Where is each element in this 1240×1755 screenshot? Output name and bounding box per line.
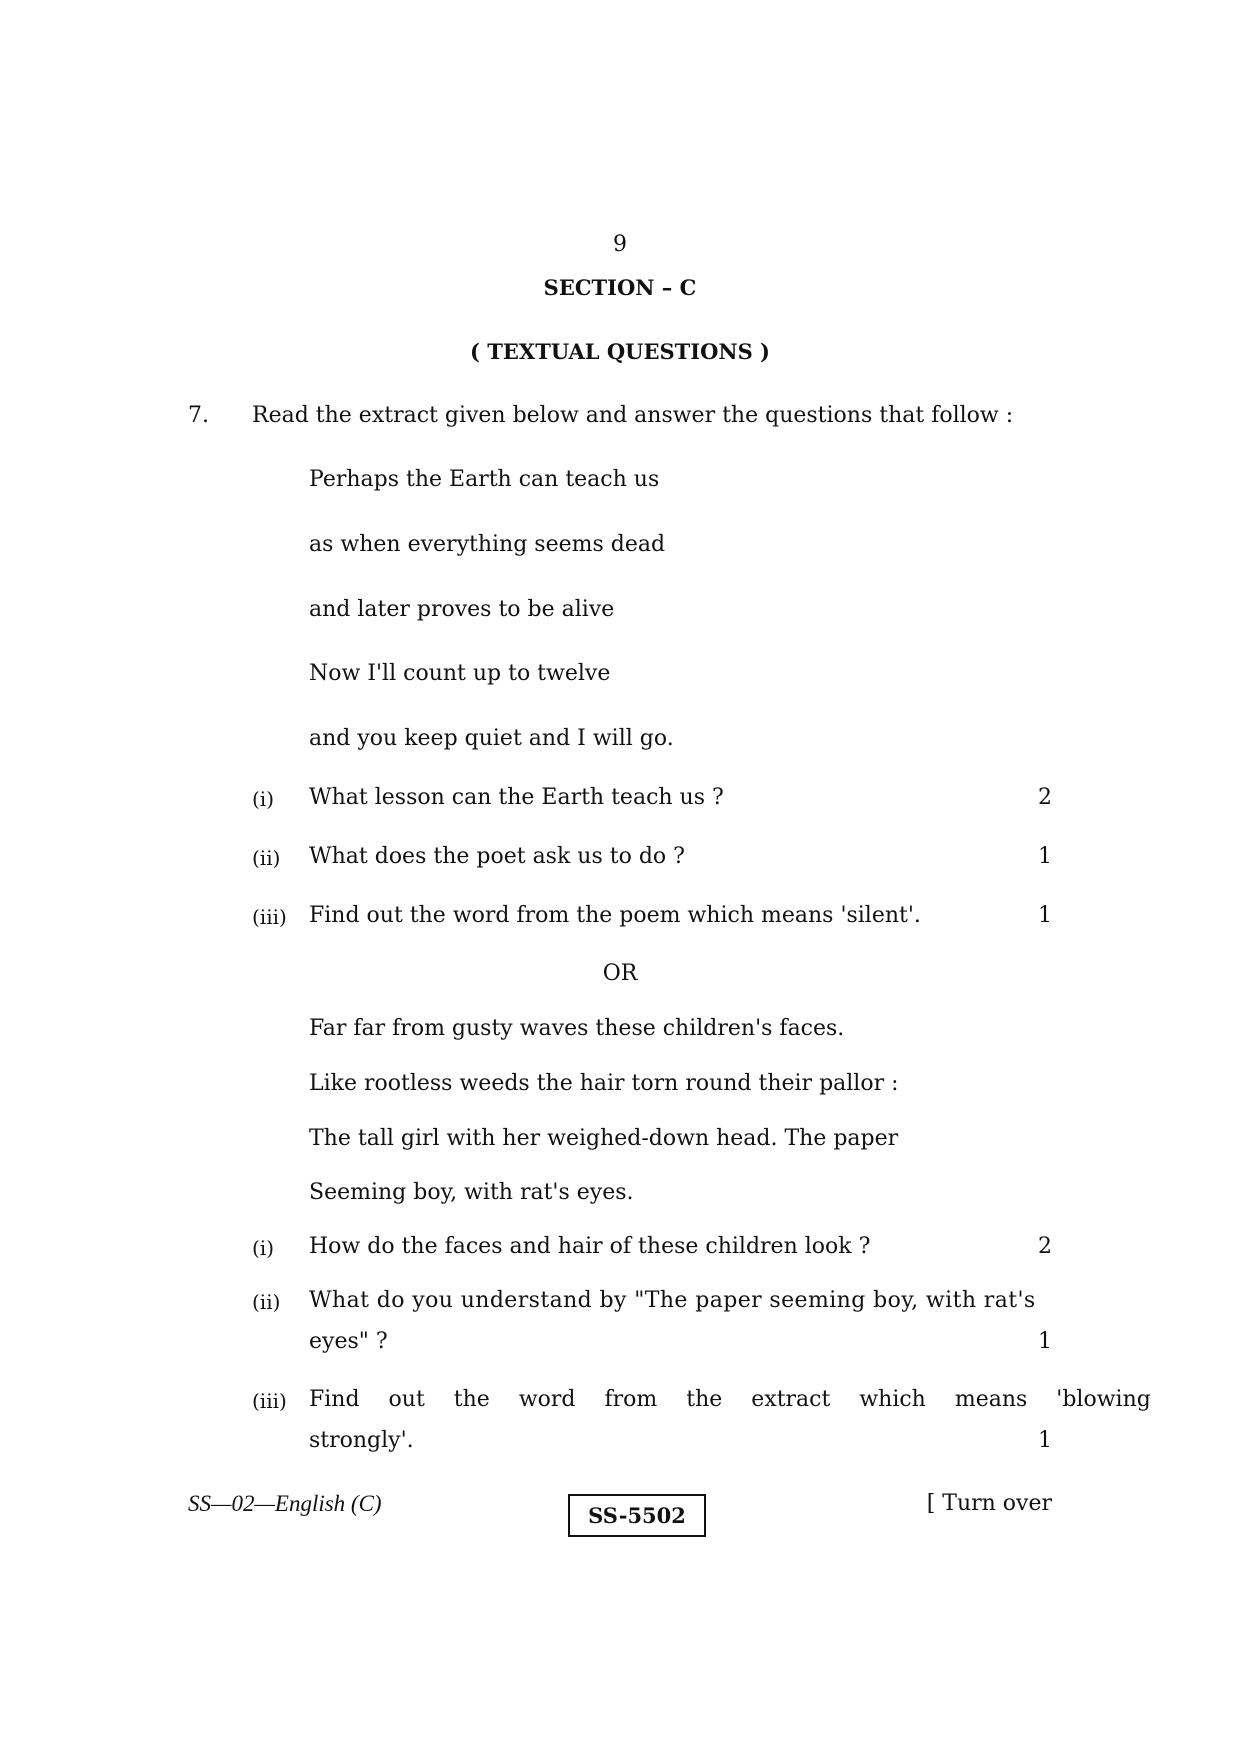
subquestion-marks: 1	[1038, 1329, 1052, 1354]
subquestion-text: How do the faces and hair of these children look ?	[309, 1234, 871, 1259]
subquestion-text: What lesson can the Earth teach us ?	[309, 785, 724, 810]
question-instruction: Read the extract given below and answer the questions that follow :	[252, 403, 1014, 428]
subquestion-label: (iii)	[252, 1389, 287, 1413]
subquestion-marks: 2	[1038, 785, 1052, 810]
subquestion-label: (i)	[252, 787, 275, 811]
extract-1-line: Now I'll count up to twelve	[309, 661, 611, 686]
turn-over: [ Turn over	[926, 1491, 1052, 1516]
subquestion-label: (iii)	[252, 905, 287, 929]
extract-1-line: Perhaps the Earth can teach us	[309, 467, 660, 492]
exam-code-box: SS-5502	[568, 1494, 706, 1537]
section-title: SECTION – C	[543, 275, 697, 300]
subquestion-marks: 1	[1038, 844, 1052, 869]
extract-1-line: as when everything seems dead	[309, 532, 666, 557]
subquestion-marks: 1	[1038, 1428, 1052, 1453]
extract-1-line: and you keep quiet and I will go.	[309, 726, 674, 751]
subquestion-label: (ii)	[252, 1290, 281, 1314]
subquestion-text: Find out the word from the poem which means 'silent'.	[309, 903, 921, 928]
subquestion-text-continued: strongly'.	[309, 1428, 414, 1453]
subquestion-label: (ii)	[252, 846, 281, 870]
subquestion-label: (i)	[252, 1236, 275, 1260]
extract-2-line: The tall girl with her weighed-down head. The paper	[309, 1126, 899, 1151]
question-number: 7.	[188, 403, 209, 428]
subquestion-text-continued: eyes" ?	[309, 1329, 388, 1354]
page-number: 9	[613, 232, 627, 257]
extract-2-line: Like rootless weeds the hair torn round their pallor :	[309, 1071, 899, 1096]
subquestion-marks: 2	[1038, 1234, 1052, 1259]
subquestion-text: What do you understand by "The paper seeming boy, with rat's	[309, 1288, 1036, 1313]
extract-1-line: and later proves to be alive	[309, 597, 615, 622]
subquestion-text: What does the poet ask us to do ?	[309, 844, 685, 869]
paper-code: SS—02—English (C)	[188, 1491, 382, 1516]
subquestion-text: Find out the word from the extract which means 'blowing	[309, 1387, 1151, 1412]
extract-2-line: Seeming boy, with rat's eyes.	[309, 1180, 634, 1205]
or-divider: OR	[602, 961, 638, 986]
extract-2-line: Far far from gusty waves these children's faces.	[309, 1016, 845, 1041]
section-subtitle: ( TEXTUAL QUESTIONS )	[470, 339, 770, 364]
subquestion-marks: 1	[1038, 903, 1052, 928]
